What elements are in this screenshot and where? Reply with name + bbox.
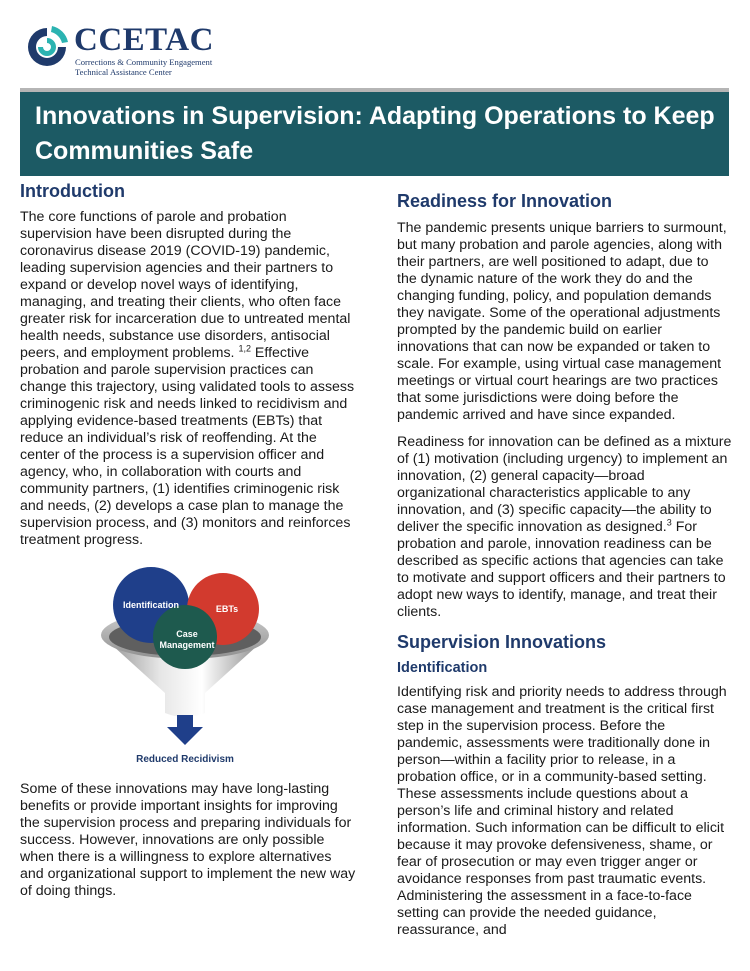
intro-paragraph-1 (20, 209, 358, 549)
intro-p1-part2: Effective probation and parole supervision practices can change this trajectory, using validated tools to assess criminogenic risk and needs linked to recidivism and applying evidence-based treatments (EBTs) that reduce an individual’s risk of reoffending. At the center of the process is a supervision officer and agency, who, in collaboration with courts and community partners, (1) identifies criminogenic risk and needs, (2) develops a case plan to manage the supervision process, and (3) monitors and reinforces treatment progress. (20, 345, 355, 548)
title-banner (20, 88, 729, 176)
brand-subtitle-line1: Corrections & Community Engagement (75, 57, 213, 67)
funnel-diagram (95, 565, 275, 771)
supervision-paragraph-1: Identifying risk and priority needs to address through case management and treatment is the critical first step in the supervision process. Before the pandemic, assessments were traditionally done in person—within a facility prior to release, in a probation office, or in a community-based setting. These assessments include questions about a person’s life and criminal history and related information. Such information can be difficult to elicit because it may provoke defensiveness, shame, or fear of prosecution or may even trigger anger or avoidance responses from past traumatic events. Administering the assessment in a face-to-face setting can provide the needed guidance, reassurance, and (397, 684, 727, 938)
identification-subheading: Identification (397, 660, 488, 676)
identification-label: Identification (123, 600, 179, 610)
down-arrow-icon (167, 715, 203, 745)
ebts-label: EBTs (215, 604, 239, 614)
intro-heading: Introduction (20, 181, 125, 201)
case-label-line2: Management (159, 640, 215, 650)
intro-footnote-ref: 1,2 (238, 343, 251, 354)
ccetac-logo (22, 20, 222, 76)
readiness-footnote-ref: 3 (666, 517, 672, 528)
reduced-recidivism-label: Reduced Recidivism (136, 754, 234, 765)
case-label-line1: Case (176, 629, 198, 639)
brand-name: CCETAC (74, 22, 214, 58)
readiness-heading: Readiness for Innovation (397, 191, 613, 211)
brand-subtitle (75, 57, 212, 77)
page-title: Innovations in Supervision: Adapting Operations to Keep Communities Safe (35, 102, 715, 165)
brand-subtitle-line2: Technical Assistance Center (75, 67, 172, 77)
intro-paragraph-2: Some of these innovations may have long-lasting benefits or provide important insights for improving the supervision process and preparing individuals for success. However, innovations are only possible when there is a willingness to explore alternatives and organizational support to implement the new way of doing things. (20, 781, 356, 899)
ccetac-swirl-icon (22, 22, 72, 72)
readiness-paragraph-2 (397, 434, 732, 621)
readiness-paragraph-1: The pandemic presents unique barriers to surmount, but many probation and parole agencies, along with their partners, are well positioned to adapt, due to the dynamic nature of the work they do and the changing funding, policy, and population demands they navigate. Some of the operational adjustments prompted by the pandemic build on earlier innovations that can now be expanded or taken to scale. For example, using virtual case management meetings or virtual court hearings are two practices that some jurisdictions were doing before the pandemic arrived and have since expanded. (397, 220, 727, 423)
readiness-p2-part1: Readiness for innovation can be defined as a mixture of (1) motivation (including urgency) to implement an innovation, (2) general capacity—broad organizational characteristics applicable to any innovation, and (3) specific capacity—the ability to deliver the specific innovation as designed. (397, 434, 732, 535)
supervision-heading: Supervision Innovations (397, 632, 607, 652)
intro-p1-part1: The core functions of parole and probation supervision have been disrupted during the coronavirus disease 2019 (COVID-19) pandemic, leading supervision agencies and their partners to expand or develop novel ways of identifying, managing, and treating their clients, who often face greater risk for incarceration due to untreated mental health needs, substance use disorders, antisocial peers, and employment problems. (20, 209, 351, 361)
readiness-p2-part2: For probation and parole, innovation readiness can be described as specific actions that agencies can take to motivate and support officers and their partners to adopt new ways to identify, manage, and treat their clients. (397, 519, 726, 620)
right-column (397, 190, 732, 939)
